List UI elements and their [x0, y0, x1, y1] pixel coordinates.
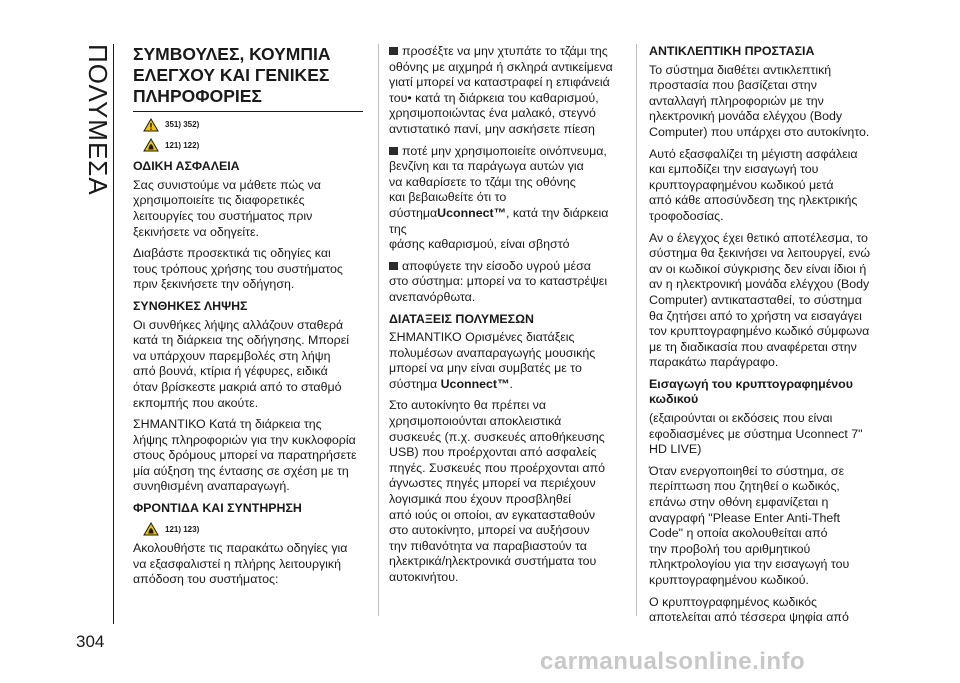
brand-name: Uconnect™: [437, 205, 507, 220]
caution-ref-row-1: [143, 138, 363, 154]
bullet-text: , κατά την διάρκεια της φάσης καθαρισμού, είναι σβηστό: [389, 205, 609, 252]
paragraph: Διαβάστε προσεκτικά τις οδηγίες και τους τρόπους χρήσης του συστήματος πριν ξεκινήσετε την οδήγηση.: [133, 246, 343, 292]
bullet-text: ποτέ μην χρησιμοποιείτε οινόπνευμα, βενζίνη και τα παράγωγα αυτών για να καθαρίσετε το τζάμι της οθόνης και βεβαιωθείτε ότι το σύστημα: [389, 143, 607, 220]
brand-name: Uconnect™: [440, 376, 510, 391]
caution-hand-icon: [143, 522, 159, 536]
caution-hand-icon: [143, 138, 159, 152]
warning-triangle-icon: [143, 118, 159, 132]
column-separator: [378, 44, 379, 616]
column-2: [389, 44, 625, 592]
bullet-item: [389, 44, 625, 138]
paragraph: Οι συνθήκες λήψης αλλάζουν σταθερά κατά τη διάρκεια της οδήγησης. Μπορεί να υπάρχουν παρεμβολές στη λήψη από βουνά, κτίρια ή γέφυρες, ειδικά όταν βρίσκεστε μακριά από το σταθμό εκπομπής που ακούτε.: [133, 317, 349, 410]
bullet-item: [389, 144, 625, 253]
bullet-text: αποφύγετε την είσοδο υγρού μέσα στο σύστημα: μπορεί να το καταστρέψει ανεπανόρθωτα.: [389, 258, 608, 304]
paragraph: Ο κρυπτογραφημένος κωδικός αποτελείται από τέσσερα ψηφία από: [649, 594, 849, 625]
column-3: [649, 44, 883, 632]
paragraph: Αν ο έλεγχος έχει θετικό αποτέλεσμα, το σύστημα θα ξεκινήσει να λειτουργεί, ενώ αν οι κωδικοί σύγκρισης δεν είναι ίδιοι ή αν η ηλεκτρονική μονάδα ελέγχου (Body Computer) αντικατασταθεί, το σύστημα θα ζητήσει από το χρήστη να εισαγάγει τον κρυπτογραφημένο κωδικό σύμφωνα με τη διαδικασία που αναφέρεται στην παρακάτω παράγραφο.: [649, 230, 871, 370]
bullet-item: [389, 259, 625, 306]
paragraph: Αυτό εξασφαλίζει τη μέγιστη ασφάλεια και εμποδίζει την εισαγωγή του κρυπτογραφημένου κωδικού μετά από κάθε αποσύνδεση της ηλεκτρικής τροφοδοσίας.: [649, 146, 858, 223]
bullet-text: προσέξτε να μην χτυπάτε το τζάμι της οθόνης με αιχμηρά ή σκληρά αντικείμενα γιατί μπορεί να καταστραφεί η επιφάνειά του• κατά τη διάρκεια του καθαρισμού, χρησιμοποιώντας ένα μαλακό, στεγνό αντιστατικό πανί, μην ασκήσετε πίεση: [389, 44, 613, 136]
square-bullet-icon: [389, 47, 398, 55]
heading-road-safety: ΟΔΙΚΗ ΑΣΦΑΛΕΙΑ: [133, 159, 240, 174]
subheading-code-entry: Εισαγωγή του κρυπτογραφημένου κωδικού: [649, 376, 853, 407]
caution-references: 121) 123): [165, 524, 200, 534]
square-bullet-icon: [389, 262, 398, 270]
caution-references: 121) 122): [165, 140, 200, 150]
caution-ref-row-2: [143, 522, 363, 538]
heading-reception-conditions: ΣΥΝΘΗΚΕΣ ΛΗΨΗΣ: [133, 298, 248, 313]
paragraph-text: ΣΗΜΑΝΤΙΚΟ Ορισμένες διατάξεις πολυμέσων αναπαραγωγής μουσικής μπορεί να μην είναι συμβατές με το σύστημα: [389, 330, 596, 391]
column-separator: [636, 44, 637, 616]
paragraph: Στο αυτοκίνητο θα πρέπει να χρησιμοποιούνται αποκλειστικά συσκευές (π.χ. συσκευές αποθήκευσης USB) που προέρχονται από ασφαλείς πηγές. Συσκευές που προέρχονται από άγνωστες πηγές μπορεί να περιέχουν λογισμικά που έχουν προσβληθεί από ιούς οι οποίοι, αν εγκατασταθούν στο αυτοκίνητο, μπορεί να αυξήσουν την πιθανότητα να παραβιαστούν τα ηλεκτρικά/ηλεκτρονικά συστήματα του αυτοκινήτου.: [389, 398, 606, 584]
heading-multimedia-devices: ΔΙΑΤΑΞΕΙΣ ΠΟΛΥΜΕΣΩΝ: [389, 311, 534, 326]
warning-ref-row-1: [143, 117, 363, 133]
paragraph: Σας συνιστούμε να μάθετε πώς να χρησιμοποιείτε τις διαφορετικές λειτουργίες του συστήματος πριν ξεκινήσετε να οδηγείτε.: [133, 177, 321, 239]
square-bullet-icon: [389, 147, 398, 155]
paragraph: Το σύστημα διαθέτει αντικλεπτική προστασία που βασίζεται στην ανταλλαγή πληροφοριών με την ηλεκτρονική μονάδα ελέγχου (Body Computer) που υπάρχει στο αυτοκίνητο.: [649, 62, 870, 139]
paragraph: Όταν ενεργοποιηθεί το σύστημα, σε περίπτωση που ζητηθεί ο κωδικός, επάνω στην οθόνη εμφανίζεται η αναγραφή "Please Enter Anti-Theft Code" η οποία ακολουθείται από την προβολή του αριθμητικού πληκτρολογίου για την εισαγωγή του κρυπτογραφημένου κωδικού.: [649, 463, 850, 587]
paragraph: (εξαιρούνται οι εκδόσεις που είναι εφοδιασμένες με σύστημα Uconnect 7" HD LIVE): [649, 411, 863, 457]
page-title: ΣΥΜΒΟΥΛΕΣ, ΚΟΥΜΠΙΑ ΕΛΕΓΧΟΥ ΚΑΙ ΓΕΝΙΚΕΣ ΠΛΗΡΟΦΟΡΙΕΣ: [133, 44, 363, 112]
paragraph: ΣΗΜΑΝΤΙΚΟ Κατά τη διάρκεια της λήψης πληροφοριών για την κυκλοφορία στους δρόμους μπορεί να παρατηρήσετε μία αύξηση της έντασης σε σχέση με τη συνηθισμένη αναπαραγωγή.: [133, 417, 357, 494]
heading-anti-theft: ΑΝΤΙΚΛΕΠΤΙΚΗ ΠΡΟΣΤΑΣΙΑ: [649, 44, 815, 58]
warning-references: 351) 352): [165, 120, 200, 129]
page-number: 304: [76, 632, 105, 651]
paragraph: Ακολουθήστε τις παρακάτω οδηγίες για να εξασφαλιστεί η πλήρης λειτουργική απόδοση του συστήματος:: [133, 541, 348, 587]
paragraph-text: .: [509, 376, 513, 391]
side-section-tab: ΠΟΛΥΜΕΣΑ: [83, 44, 113, 196]
side-divider: [113, 44, 114, 624]
paragraph: [389, 330, 625, 392]
heading-care-maintenance: ΦΡΟΝΤΙΔΑ ΚΑΙ ΣΥΝΤΗΡΗΣΗ: [133, 501, 302, 516]
watermark: carmanualsonline.info: [540, 648, 806, 675]
column-1: [133, 44, 363, 594]
